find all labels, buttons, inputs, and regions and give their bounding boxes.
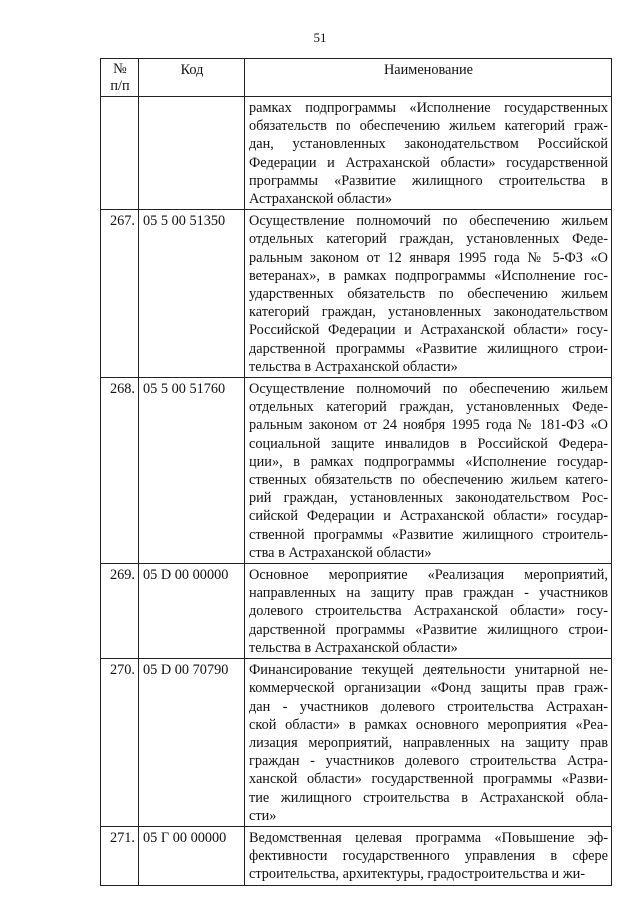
name-line: ской области» в рамках основного мероприятия «Реа-	[249, 716, 608, 733]
name-line: дан, установленных законодательством Российской	[249, 136, 608, 153]
name-line: сийской Федерации и Астраханской области» государ-	[249, 508, 608, 525]
document-table	[100, 58, 612, 886]
name-line: сти»	[249, 807, 277, 824]
name-line: долевого строительства Астраханской области» госу-	[249, 603, 608, 620]
name-line: граждан - участников долевого строительства Астра-	[249, 753, 608, 770]
name-line: Основное мероприятие «Реализация мероприятий,	[249, 567, 608, 584]
row-num: 269.	[101, 564, 139, 659]
name-line: Осуществление полномочий по обеспечению жильем	[249, 213, 608, 230]
name-line: фективности государственного управления в сфере	[249, 848, 608, 865]
name-line: ханской области» государственной программы «Разви-	[249, 771, 608, 788]
name-line: рамках подпрограммы «Исполнение государственных	[249, 100, 608, 116]
name-line: Ведомственная целевая программа «Повышение эф-	[249, 829, 608, 846]
row-name	[245, 659, 612, 827]
name-line: тельства в Астраханской области»	[249, 358, 458, 375]
name-line: дарственной программы «Развитие жилищного строи-	[249, 621, 608, 638]
name-line: Финансирование текущей деятельности унитарной не-	[249, 662, 608, 679]
row-code	[139, 97, 245, 210]
table-row	[101, 564, 612, 659]
name-line: программы «Развитие жилищного строительства в	[249, 172, 608, 189]
row-code: 05 D 00 00000	[139, 564, 245, 659]
name-line: обязательств по обеспечению жильем категорий граж-	[249, 118, 608, 135]
page-number: 51	[313, 30, 327, 45]
name-line: ветеранах», в рамках подпрограммы «Исполнение гос-	[249, 267, 608, 284]
table-header-row	[101, 59, 612, 97]
name-line: строительства, архитектуры, градостроительства и жи-	[249, 866, 586, 883]
name-line: социальной защите инвалидов в Российской Федера-	[249, 435, 608, 452]
name-line: ральным законом от 12 января 1995 года № 5-ФЗ «О	[249, 249, 608, 266]
name-line: Федерации и Астраханской области» государственной	[249, 154, 608, 171]
name-line: ральным законом от 24 ноября 1995 года № 181-ФЗ «О	[249, 417, 608, 434]
name-line: лизация мероприятий, направленных на защиту прав	[249, 734, 608, 751]
table-row	[101, 210, 612, 378]
row-name	[245, 564, 612, 659]
table-row-continuation	[101, 97, 612, 210]
row-num: 270.	[101, 659, 139, 827]
name-line: отдельных категорий граждан, установленных Феде-	[249, 399, 608, 416]
table-row	[101, 826, 612, 885]
row-code: 05 Г 00 00000	[139, 826, 245, 885]
row-num	[101, 97, 139, 210]
name-line: рий граждан, установленных законодательством Рос-	[249, 490, 608, 507]
header-code: Код	[139, 59, 245, 97]
header-num-top: №	[113, 61, 127, 77]
table-row	[101, 378, 612, 564]
row-name	[245, 826, 612, 885]
table-row	[101, 659, 612, 827]
row-name	[245, 378, 612, 564]
row-num: 268.	[101, 378, 139, 564]
name-line: ства в Астраханской области»	[249, 544, 432, 561]
name-line: категорий граждан, установленных законодательством	[249, 304, 608, 321]
row-code: 05 5 00 51760	[139, 378, 245, 564]
name-line: дарственной программы «Развитие жилищного строи-	[249, 340, 608, 357]
row-code: 05 D 00 70790	[139, 659, 245, 827]
name-line: ции», в рамках подпрограммы «Исполнение государ-	[249, 453, 608, 470]
name-line: ственных обязательств по обеспечению жильем катего-	[249, 472, 608, 489]
name-line: дан - участников долевого строительства Астрахан-	[249, 698, 608, 715]
name-line: тие жилищного строительства в Астраханской обла-	[249, 789, 608, 806]
name-line: ударственных обязательств по обеспечению жильем	[249, 286, 608, 303]
name-line: коммерческой организации «Фонд защиты прав граж-	[249, 680, 608, 697]
row-num: 267.	[101, 210, 139, 378]
row-name	[245, 210, 612, 378]
header-num-bottom: п/п	[110, 78, 130, 94]
name-line: ственной программы «Развитие жилищного строитель-	[249, 526, 608, 543]
name-line: Российской Федерации и Астраханской области» госу-	[249, 322, 608, 339]
row-code: 05 5 00 51350	[139, 210, 245, 378]
name-line: направленных на защиту прав граждан - участников	[249, 585, 608, 602]
name-line: отдельных категорий граждан, установленных Феде-	[249, 231, 608, 248]
name-line: Осуществление полномочий по обеспечению жильем	[249, 381, 608, 398]
name-line: Астраханской области»	[249, 191, 393, 208]
row-num: 271.	[101, 826, 139, 885]
header-name: Наименование	[245, 59, 612, 97]
name-line: тельства в Астраханской области»	[249, 639, 458, 656]
row-name	[245, 97, 612, 210]
header-num	[101, 59, 139, 97]
